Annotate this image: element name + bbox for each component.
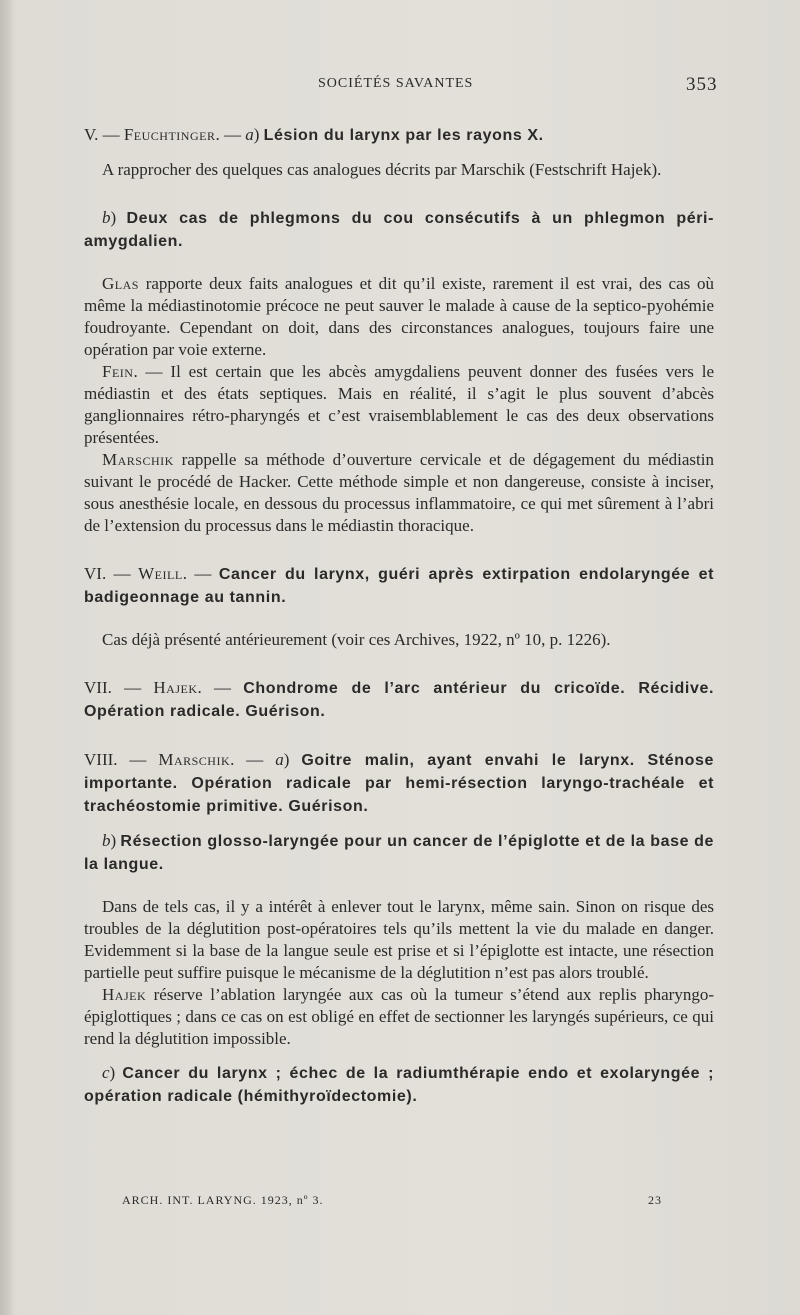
running-head: SOCIÉTÉS SAVANTES [318, 76, 474, 91]
item-letter: a [275, 750, 284, 769]
item-title: Chondrome de l’arc antérieur du cricoïde. Récidive. Opération radicale. Guérison. [84, 680, 714, 720]
paragraph: A rapprocher des quelques cas analogues décrits par Marschik (Festschrift Hajek). [102, 160, 662, 179]
author-name: Fein [102, 362, 134, 381]
separator: . — [182, 564, 219, 583]
subsection-b-heading: b) Deux cas de phlegmons du cou consécutifs à un phlegmon péri-amygdalien. [84, 208, 714, 250]
author-name: Marschik [158, 750, 231, 769]
item-title: Lésion du larynx par les rayons X. [263, 127, 544, 144]
item-title: Cancer du larynx, guéri après extirpation endolaryngée et badigeonnage au tannin. [84, 566, 715, 606]
author-name: Marschik [102, 450, 174, 469]
section-number: VII. — [84, 678, 154, 697]
item-letter: b [102, 831, 111, 850]
section-v-heading: V. — Feuchtinger. — a) Lésion du larynx par les rayons X. [84, 125, 544, 144]
item-letter: b [102, 208, 111, 227]
section-vi-heading [84, 563, 714, 609]
section-number: V. — [84, 125, 124, 144]
paragraph: Cas déjà présenté antérieurement (voir ces Archives, 1922, nº 10, p. 1226). [102, 630, 611, 649]
separator: . — [215, 125, 246, 144]
signature-mark: 23 [648, 1193, 662, 1207]
item-title: Cancer du larynx ; échec de la radiumthérapie endo et exolaryngée ; opération radicale (hémithyroïdectomie). [84, 1065, 714, 1105]
separator: . — [230, 750, 276, 769]
section-number: VI. — [84, 564, 139, 583]
subsection-c-heading: c) Cancer du larynx ; échec de la radiumthérapie endo et exolaryngée ; opération radicale (hémithyroïdectomie). [84, 1063, 714, 1105]
page-footer [122, 1193, 662, 1208]
author-name: Hajek [102, 985, 147, 1004]
item-title: Deux cas de phlegmons du cou consécutifs à un phlegmon péri-amygdalien. [84, 210, 714, 250]
item-title: Résection glosso-laryngée pour un cancer de l’épiglotte et de la base de la langue. [84, 833, 714, 873]
paragraph-fein [84, 361, 714, 449]
page-edge [0, 0, 12, 1315]
section-number: VIII. — [84, 750, 159, 769]
paragraph-text: rapporte deux faits analogues et dit qu’il existe, rarement il est vrai, des cas où même la médiastinotomie précoce ne peut sauver le malade à cause de la septico-pyohémie foudroyante. Cependant on doit, dans des circonstances analogues, toujours faire une opération par voie externe. [84, 274, 714, 359]
author-name: Hajek [153, 678, 198, 697]
page-number: 353 [686, 74, 718, 95]
item-letter: a [245, 125, 254, 144]
item-letter: c [102, 1063, 110, 1082]
author-name: Glas [102, 274, 139, 293]
paragraph-text: réserve l’ablation laryngée aux cas où la tumeur s’étend aux replis pharyngo-épiglottiques ; dans ce cas on est obligé en effet de sectionner les laryngés supérieurs, ce qui rend la déglutition impossible. [84, 985, 714, 1048]
item-title: Goitre malin, ayant envahi le larynx. Sténose importante. Opération radicale par hemi-résection laryngo-trachéale et trachéostomie primitive. Guérison. [84, 752, 714, 815]
journal-reference: ARCH. INT. LARYNG. 1923, nº 3. [122, 1193, 324, 1207]
paragraph: Dans de tels cas, il y a intérêt à enlever tout le larynx, même sain. Sinon on risque des troubles de la déglutition post-opératoires tels qu’ils mettent la vie du malade en danger. Evidemment si la base de la langue seule est prise et si l’épiglotte est intacte, une résection partielle peut suffire puisque le mécanisme de la déglutition n’est pas alors troublé. [84, 897, 714, 982]
paragraph-text: rappelle sa méthode d’ouverture cervicale et de dégagement du médiastin suivant le procédé de Hacker. Cette méthode simple et non dangereuse, consiste à inciser, sous anesthésie locale, en dessous du processus inflammatoire, ce qui met sûrement à l’abri de l’extension du processus dans le médiastin thoracique. [84, 450, 714, 535]
paragraph-hajek [84, 984, 714, 1050]
author-name: Feuchtinger [123, 125, 216, 144]
paragraph-marschik [84, 449, 714, 537]
subsection-b-heading: b) Résection glosso-laryngée pour un cancer de l’épiglotte et de la base de la langue. [84, 831, 714, 873]
article-body [84, 124, 714, 1108]
section-viii-heading: VIII. — Marschik. — a) Goitre malin, ayant envahi le larynx. Sténose importante. Opération radicale par hemi-résection laryngo-trachéale et trachéostomie primitive. Guérison. [84, 750, 714, 815]
separator: . — [197, 678, 244, 697]
paragraph-glas [84, 273, 714, 361]
section-vii-heading [84, 677, 714, 723]
paragraph-text: . — Il est certain que les abcès amygdaliens peuvent donner des fusées vers le médiastin et des états septiques. Mais en réalité, il s’agit le plus souvent d’abcès ganglionnaires rétro-pharyngés et c’est vraisemblablement le cas des deux observations présentées. [84, 362, 714, 447]
author-name: Weill [138, 564, 183, 583]
